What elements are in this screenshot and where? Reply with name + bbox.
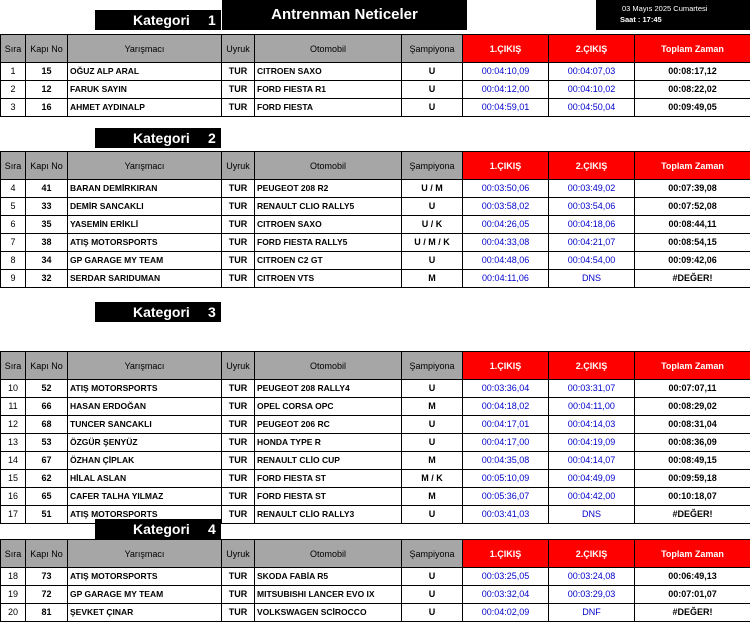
table-header-row (1, 540, 750, 568)
row-run1-time: 00:04:18,02 (463, 398, 549, 416)
row-total-time: 00:08:29,02 (635, 398, 750, 416)
row-run1-time: 00:04:48,06 (463, 252, 549, 270)
row-uyruk: TUR (222, 488, 255, 506)
row-competitor: CAFER TALHA YILMAZ (68, 488, 222, 506)
row-sira: 20 (1, 604, 26, 622)
row-sira: 6 (1, 216, 26, 234)
row-uyruk: TUR (222, 380, 255, 398)
row-competitor: GP GARAGE MY TEAM (68, 252, 222, 270)
row-sampiyona: U (402, 586, 463, 604)
row-run2-time: 00:04:18,06 (549, 216, 635, 234)
row-sampiyona: U (402, 380, 463, 398)
row-total-time: 00:09:59,18 (635, 470, 750, 488)
row-run2-time: 00:04:54,00 (549, 252, 635, 270)
column-header-toplam: Toplam Zaman (635, 540, 750, 568)
row-run1-time: 00:04:11,06 (463, 270, 549, 288)
row-sira: 5 (1, 198, 26, 216)
row-car: FORD FIESTA ST (255, 470, 402, 488)
row-competitor: DEMİR SANCAKLI (68, 198, 222, 216)
column-header-toplam: Toplam Zaman (635, 152, 750, 180)
row-sampiyona: U / M (402, 180, 463, 198)
row-sampiyona: U (402, 434, 463, 452)
row-run1-time: 00:04:17,01 (463, 416, 549, 434)
row-run1-time: 00:04:12,00 (463, 81, 549, 99)
row-sira: 19 (1, 586, 26, 604)
column-header-toplam: Toplam Zaman (635, 35, 750, 63)
row-total-time: 00:09:49,05 (635, 99, 750, 117)
column-header-otomobil: Otomobil (255, 540, 402, 568)
row-uyruk: TUR (222, 270, 255, 288)
row-sampiyona: U (402, 252, 463, 270)
row-sira: 3 (1, 99, 26, 117)
row-uyruk: TUR (222, 252, 255, 270)
category-label: Kategori (133, 12, 190, 28)
table-row (1, 380, 750, 398)
row-uyruk: TUR (222, 586, 255, 604)
row-run1-time: 00:04:33,08 (463, 234, 549, 252)
column-header-otomobil: Otomobil (255, 352, 402, 380)
column-header-kapi-no: Kapı No (26, 540, 68, 568)
column-header-uyruk: Uyruk (222, 152, 255, 180)
table-header-row (1, 35, 750, 63)
results-table (0, 34, 750, 117)
column-header-yarismaci: Yarışmacı (68, 352, 222, 380)
row-car: PEUGEOT 208 R2 (255, 180, 402, 198)
row-car: OPEL CORSA OPC (255, 398, 402, 416)
category-title (95, 519, 221, 539)
row-sira: 16 (1, 488, 26, 506)
row-run2-time: 00:04:49,09 (549, 470, 635, 488)
results-table (0, 539, 750, 622)
category-number: 4 (208, 521, 216, 537)
row-total-time: 00:07:39,08 (635, 180, 750, 198)
column-header-sampiyona: Şampiyona (402, 540, 463, 568)
row-total-time: 00:08:36,09 (635, 434, 750, 452)
row-competitor: ATIŞ MOTORSPORTS (68, 506, 222, 524)
row-run1-time: 00:04:02,09 (463, 604, 549, 622)
table-row (1, 252, 750, 270)
row-sira: 8 (1, 252, 26, 270)
row-run2-time: 00:04:10,02 (549, 81, 635, 99)
row-uyruk: TUR (222, 568, 255, 586)
column-header-uyruk: Uyruk (222, 540, 255, 568)
table-row (1, 586, 750, 604)
column-header-sira: Sıra (1, 35, 26, 63)
row-car: CITROEN VTS (255, 270, 402, 288)
table-row (1, 99, 750, 117)
column-header-yarismaci: Yarışmacı (68, 152, 222, 180)
table-row (1, 488, 750, 506)
row-sira: 9 (1, 270, 26, 288)
row-competitor: OĞUZ ALP ARAL (68, 63, 222, 81)
row-competitor: GP GARAGE MY TEAM (68, 586, 222, 604)
row-uyruk: TUR (222, 452, 255, 470)
row-run2-time: 00:03:29,03 (549, 586, 635, 604)
row-run1-time: 00:03:36,04 (463, 380, 549, 398)
row-run2-time: 00:03:24,08 (549, 568, 635, 586)
row-sampiyona: U (402, 198, 463, 216)
row-car: RENAULT CLİO RALLY3 (255, 506, 402, 524)
row-sira: 15 (1, 470, 26, 488)
category-number: 1 (208, 12, 216, 28)
table-header-row (1, 152, 750, 180)
row-sampiyona: M (402, 398, 463, 416)
row-sira: 13 (1, 434, 26, 452)
row-run2-time: 00:04:50,04 (549, 99, 635, 117)
row-kapi-no: 67 (26, 452, 68, 470)
row-uyruk: TUR (222, 63, 255, 81)
row-car: RENAULT CLIO RALLY5 (255, 198, 402, 216)
row-sampiyona: U / M / K (402, 234, 463, 252)
row-sampiyona: U (402, 63, 463, 81)
row-total-time: #DEĞER! (635, 604, 750, 622)
row-kapi-no: 15 (26, 63, 68, 81)
row-car: VOLKSWAGEN SCİROCCO (255, 604, 402, 622)
row-run2-time: 00:04:14,03 (549, 416, 635, 434)
page-title: Antrenman Neticeler (222, 0, 467, 30)
table-row (1, 270, 750, 288)
row-kapi-no: 41 (26, 180, 68, 198)
row-kapi-no: 68 (26, 416, 68, 434)
row-uyruk: TUR (222, 198, 255, 216)
category-number: 2 (208, 130, 216, 146)
results-table (0, 151, 750, 288)
row-run2-time: 00:04:07,03 (549, 63, 635, 81)
row-car: FORD FIESTA RALLY5 (255, 234, 402, 252)
column-header-cikis1: 1.ÇIKIŞ (463, 540, 549, 568)
row-run2-time: 00:04:11,00 (549, 398, 635, 416)
row-sira: 2 (1, 81, 26, 99)
row-run2-time: 00:04:21,07 (549, 234, 635, 252)
column-header-sampiyona: Şampiyona (402, 35, 463, 63)
row-competitor: SERDAR SARIDUMAN (68, 270, 222, 288)
column-header-sira: Sıra (1, 540, 26, 568)
row-kapi-no: 51 (26, 506, 68, 524)
row-uyruk: TUR (222, 99, 255, 117)
row-run1-time: 00:04:26,05 (463, 216, 549, 234)
row-total-time: 00:07:52,08 (635, 198, 750, 216)
row-sira: 7 (1, 234, 26, 252)
row-competitor: AHMET AYDINALP (68, 99, 222, 117)
column-header-yarismaci: Yarışmacı (68, 35, 222, 63)
row-kapi-no: 32 (26, 270, 68, 288)
row-kapi-no: 66 (26, 398, 68, 416)
row-sampiyona: U (402, 568, 463, 586)
row-uyruk: TUR (222, 234, 255, 252)
row-run2-time: 00:03:49,02 (549, 180, 635, 198)
row-sampiyona: M (402, 452, 463, 470)
row-car: CITROEN C2 GT (255, 252, 402, 270)
column-header-sampiyona: Şampiyona (402, 352, 463, 380)
row-uyruk: TUR (222, 416, 255, 434)
row-sira: 10 (1, 380, 26, 398)
row-competitor: ŞEVKET ÇINAR (68, 604, 222, 622)
row-total-time: #DEĞER! (635, 270, 750, 288)
row-run1-time: 00:05:10,09 (463, 470, 549, 488)
row-run2-time: 00:03:54,06 (549, 198, 635, 216)
row-competitor: ATIŞ MOTORSPORTS (68, 380, 222, 398)
row-total-time: 00:08:54,15 (635, 234, 750, 252)
table-row (1, 568, 750, 586)
row-car: FORD FIESTA (255, 99, 402, 117)
row-car: HONDA TYPE R (255, 434, 402, 452)
table-row (1, 398, 750, 416)
table-row (1, 63, 750, 81)
row-car: PEUGEOT 208 RALLY4 (255, 380, 402, 398)
row-car: CITROEN SAXO (255, 63, 402, 81)
row-sampiyona: U (402, 81, 463, 99)
table-row (1, 198, 750, 216)
column-header-cikis1: 1.ÇIKIŞ (463, 152, 549, 180)
row-run1-time: 00:04:10,09 (463, 63, 549, 81)
column-header-cikis2: 2.ÇIKIŞ (549, 35, 635, 63)
row-run1-time: 00:04:59,01 (463, 99, 549, 117)
row-sampiyona: U / K (402, 216, 463, 234)
row-sira: 11 (1, 398, 26, 416)
row-competitor: TUNCER SANCAKLI (68, 416, 222, 434)
row-run1-time: 00:03:58,02 (463, 198, 549, 216)
row-kapi-no: 81 (26, 604, 68, 622)
row-run1-time: 00:03:32,04 (463, 586, 549, 604)
date-box (596, 0, 750, 30)
column-header-kapi-no: Kapı No (26, 152, 68, 180)
row-run1-time: 00:04:35,08 (463, 452, 549, 470)
column-header-toplam: Toplam Zaman (635, 352, 750, 380)
row-kapi-no: 73 (26, 568, 68, 586)
results-table (0, 351, 750, 524)
column-header-cikis1: 1.ÇIKIŞ (463, 352, 549, 380)
row-kapi-no: 12 (26, 81, 68, 99)
row-uyruk: TUR (222, 604, 255, 622)
row-total-time: 00:10:18,07 (635, 488, 750, 506)
row-uyruk: TUR (222, 216, 255, 234)
row-car: SKODA FABİA R5 (255, 568, 402, 586)
category-title (95, 10, 221, 30)
column-header-kapi-no: Kapı No (26, 35, 68, 63)
row-sira: 4 (1, 180, 26, 198)
row-run2-time: DNS (549, 506, 635, 524)
table-row (1, 216, 750, 234)
row-total-time: 00:08:22,02 (635, 81, 750, 99)
row-competitor: ATIŞ MOTORSPORTS (68, 234, 222, 252)
row-run2-time: DNF (549, 604, 635, 622)
column-header-yarismaci: Yarışmacı (68, 540, 222, 568)
table-row (1, 234, 750, 252)
row-total-time: 00:09:42,06 (635, 252, 750, 270)
row-total-time: 00:08:31,04 (635, 416, 750, 434)
row-total-time: 00:08:49,15 (635, 452, 750, 470)
row-kapi-no: 35 (26, 216, 68, 234)
row-run1-time: 00:03:41,03 (463, 506, 549, 524)
row-car: MITSUBISHI LANCER EVO IX (255, 586, 402, 604)
category-title (95, 302, 221, 322)
row-run2-time: 00:04:19,09 (549, 434, 635, 452)
category-label: Kategori (133, 521, 190, 537)
row-competitor: HASAN ERDOĞAN (68, 398, 222, 416)
row-run1-time: 00:05:36,07 (463, 488, 549, 506)
table-row (1, 452, 750, 470)
row-sampiyona: U (402, 99, 463, 117)
row-run2-time: 00:04:42,00 (549, 488, 635, 506)
row-competitor: ÖZGÜR ŞENYÜZ (68, 434, 222, 452)
row-sira: 17 (1, 506, 26, 524)
row-kapi-no: 53 (26, 434, 68, 452)
column-header-otomobil: Otomobil (255, 35, 402, 63)
table-row (1, 180, 750, 198)
table-row (1, 470, 750, 488)
column-header-cikis2: 2.ÇIKIŞ (549, 352, 635, 380)
row-kapi-no: 62 (26, 470, 68, 488)
top-bar (0, 0, 750, 34)
row-sira: 12 (1, 416, 26, 434)
category-number: 3 (208, 304, 216, 320)
row-run2-time: 00:04:14,07 (549, 452, 635, 470)
row-car: PEUGEOT 206 RC (255, 416, 402, 434)
row-sampiyona: M / K (402, 470, 463, 488)
column-header-cikis2: 2.ÇIKIŞ (549, 152, 635, 180)
row-kapi-no: 33 (26, 198, 68, 216)
row-run2-time: DNS (549, 270, 635, 288)
row-total-time: 00:08:17,12 (635, 63, 750, 81)
row-run2-time: 00:03:31,07 (549, 380, 635, 398)
column-header-cikis1: 1.ÇIKIŞ (463, 35, 549, 63)
row-total-time: #DEĞER! (635, 506, 750, 524)
row-kapi-no: 65 (26, 488, 68, 506)
row-kapi-no: 34 (26, 252, 68, 270)
row-uyruk: TUR (222, 398, 255, 416)
column-header-kapi-no: Kapı No (26, 352, 68, 380)
row-sira: 14 (1, 452, 26, 470)
column-header-sampiyona: Şampiyona (402, 152, 463, 180)
row-run1-time: 00:03:25,05 (463, 568, 549, 586)
row-total-time: 00:07:01,07 (635, 586, 750, 604)
row-uyruk: TUR (222, 506, 255, 524)
row-competitor: YASEMİN ERİKLİ (68, 216, 222, 234)
row-car: CITROEN SAXO (255, 216, 402, 234)
row-sampiyona: U (402, 604, 463, 622)
row-sampiyona: M (402, 488, 463, 506)
column-header-sira: Sıra (1, 352, 26, 380)
row-uyruk: TUR (222, 180, 255, 198)
table-row (1, 416, 750, 434)
table-row (1, 604, 750, 622)
row-run1-time: 00:03:50,06 (463, 180, 549, 198)
row-run1-time: 00:04:17,00 (463, 434, 549, 452)
row-car: RENAULT CLİO CUP (255, 452, 402, 470)
row-uyruk: TUR (222, 470, 255, 488)
column-header-uyruk: Uyruk (222, 35, 255, 63)
row-competitor: BARAN DEMİRKIRAN (68, 180, 222, 198)
category-label: Kategori (133, 304, 190, 320)
row-sampiyona: U (402, 506, 463, 524)
row-kapi-no: 16 (26, 99, 68, 117)
time-text: Saat : 17:45 (620, 15, 662, 24)
column-header-cikis2: 2.ÇIKIŞ (549, 540, 635, 568)
row-uyruk: TUR (222, 81, 255, 99)
table-header-row (1, 352, 750, 380)
category-title (95, 128, 221, 148)
row-uyruk: TUR (222, 434, 255, 452)
column-header-uyruk: Uyruk (222, 352, 255, 380)
row-total-time: 00:06:49,13 (635, 568, 750, 586)
row-total-time: 00:07:07,11 (635, 380, 750, 398)
row-kapi-no: 38 (26, 234, 68, 252)
row-kapi-no: 72 (26, 586, 68, 604)
column-header-otomobil: Otomobil (255, 152, 402, 180)
row-competitor: ATIŞ MOTORSPORTS (68, 568, 222, 586)
row-sampiyona: M (402, 270, 463, 288)
row-total-time: 00:08:44,11 (635, 216, 750, 234)
category-label: Kategori (133, 130, 190, 146)
row-competitor: ÖZHAN ÇİPLAK (68, 452, 222, 470)
row-car: FORD FIESTA R1 (255, 81, 402, 99)
row-competitor: FARUK SAYIN (68, 81, 222, 99)
row-sira: 1 (1, 63, 26, 81)
row-kapi-no: 52 (26, 380, 68, 398)
row-sampiyona: U (402, 416, 463, 434)
row-competitor: HİLAL ASLAN (68, 470, 222, 488)
table-row (1, 434, 750, 452)
row-sira: 18 (1, 568, 26, 586)
date-text: 03 Mayıs 2025 Cumartesi (622, 4, 708, 13)
table-row (1, 81, 750, 99)
row-car: FORD FIESTA ST (255, 488, 402, 506)
column-header-sira: Sıra (1, 152, 26, 180)
